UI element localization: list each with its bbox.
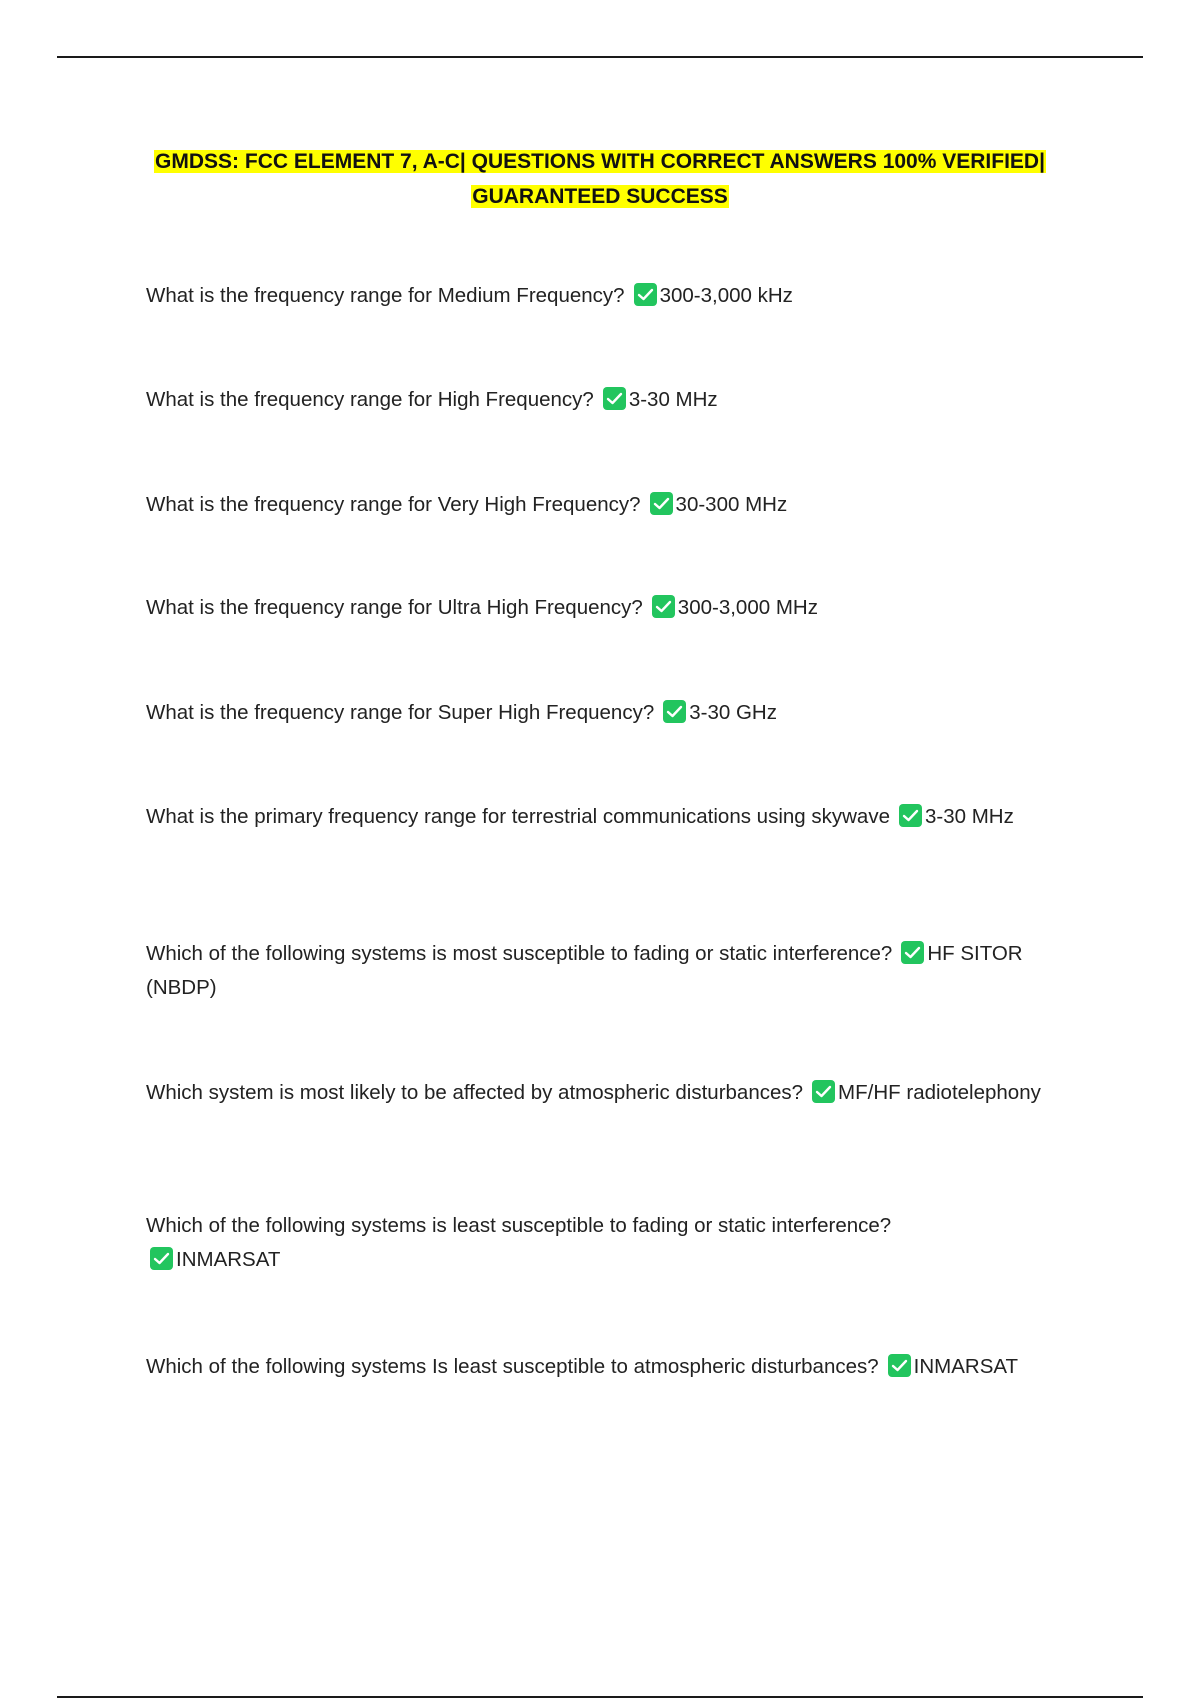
- qa-item-7: [146, 937, 1096, 1005]
- qa-item-2: [146, 383, 1096, 417]
- answer-text: 3-30 MHz: [628, 388, 718, 411]
- qa-item-10: [146, 1350, 1096, 1384]
- question-text: What is the frequency range for Super High Frequency?: [146, 701, 655, 724]
- answer-text: INMARSAT: [913, 1355, 1019, 1378]
- check-mark-icon: [888, 1354, 911, 1377]
- question-text: What is the frequency range for Medium Frequency?: [146, 284, 625, 307]
- check-mark-icon: [901, 941, 924, 964]
- qa-item-1: [146, 279, 1096, 313]
- qa-item-5: [146, 696, 1096, 730]
- answer-text: HF SITOR (NBDP): [146, 942, 1023, 999]
- answer-text: 300-3,000 MHz: [677, 596, 818, 619]
- check-mark-icon: [634, 283, 657, 306]
- qa-item-8: [146, 1076, 1096, 1110]
- qa-item-4: [146, 591, 1096, 625]
- answer-text: 30-300 MHz: [675, 493, 788, 516]
- document-title: [100, 144, 1100, 214]
- answer-text: 3-30 MHz: [925, 805, 1014, 828]
- check-mark-icon: [150, 1247, 173, 1270]
- question-text: What is the frequency range for High Frequency?: [146, 388, 594, 411]
- check-mark-icon: [812, 1080, 835, 1103]
- qa-item-9: [146, 1209, 1096, 1277]
- title-line-1: GMDSS: FCC ELEMENT 7, A-C| QUESTIONS WITH CORRECT ANSWERS 100% VERIFIED|: [155, 150, 1045, 173]
- answer-text: INMARSAT: [176, 1248, 281, 1271]
- check-mark-icon: [663, 700, 686, 723]
- check-mark-icon: [899, 804, 922, 827]
- question-text: Which system is most likely to be affected by atmospheric disturbances?: [146, 1081, 804, 1104]
- answer-text: MF/HF radiotelephony: [838, 1081, 1041, 1104]
- bottom-rule: [57, 1696, 1143, 1698]
- question-text: Which of the following systems Is least susceptible to atmospheric disturbances?: [146, 1355, 879, 1378]
- check-mark-icon: [652, 595, 675, 618]
- qa-item-6: [146, 800, 1096, 834]
- answer-text: 300-3,000 kHz: [659, 284, 793, 307]
- question-text: What is the frequency range for Very High Frequency?: [146, 493, 641, 516]
- title-line-2: GUARANTEED SUCCESS: [472, 185, 728, 208]
- top-rule: [57, 56, 1143, 58]
- answer-text: 3-30 GHz: [689, 701, 777, 724]
- check-mark-icon: [603, 387, 626, 410]
- question-text: What is the primary frequency range for terrestrial communications using skywave: [146, 805, 890, 828]
- check-mark-icon: [650, 492, 673, 515]
- question-text: What is the frequency range for Ultra High Frequency?: [146, 596, 643, 619]
- question-text: Which of the following systems is least susceptible to fading or static interference?: [146, 1214, 892, 1237]
- question-text: Which of the following systems is most susceptible to fading or static interference?: [146, 942, 893, 965]
- qa-item-3: [146, 488, 1096, 522]
